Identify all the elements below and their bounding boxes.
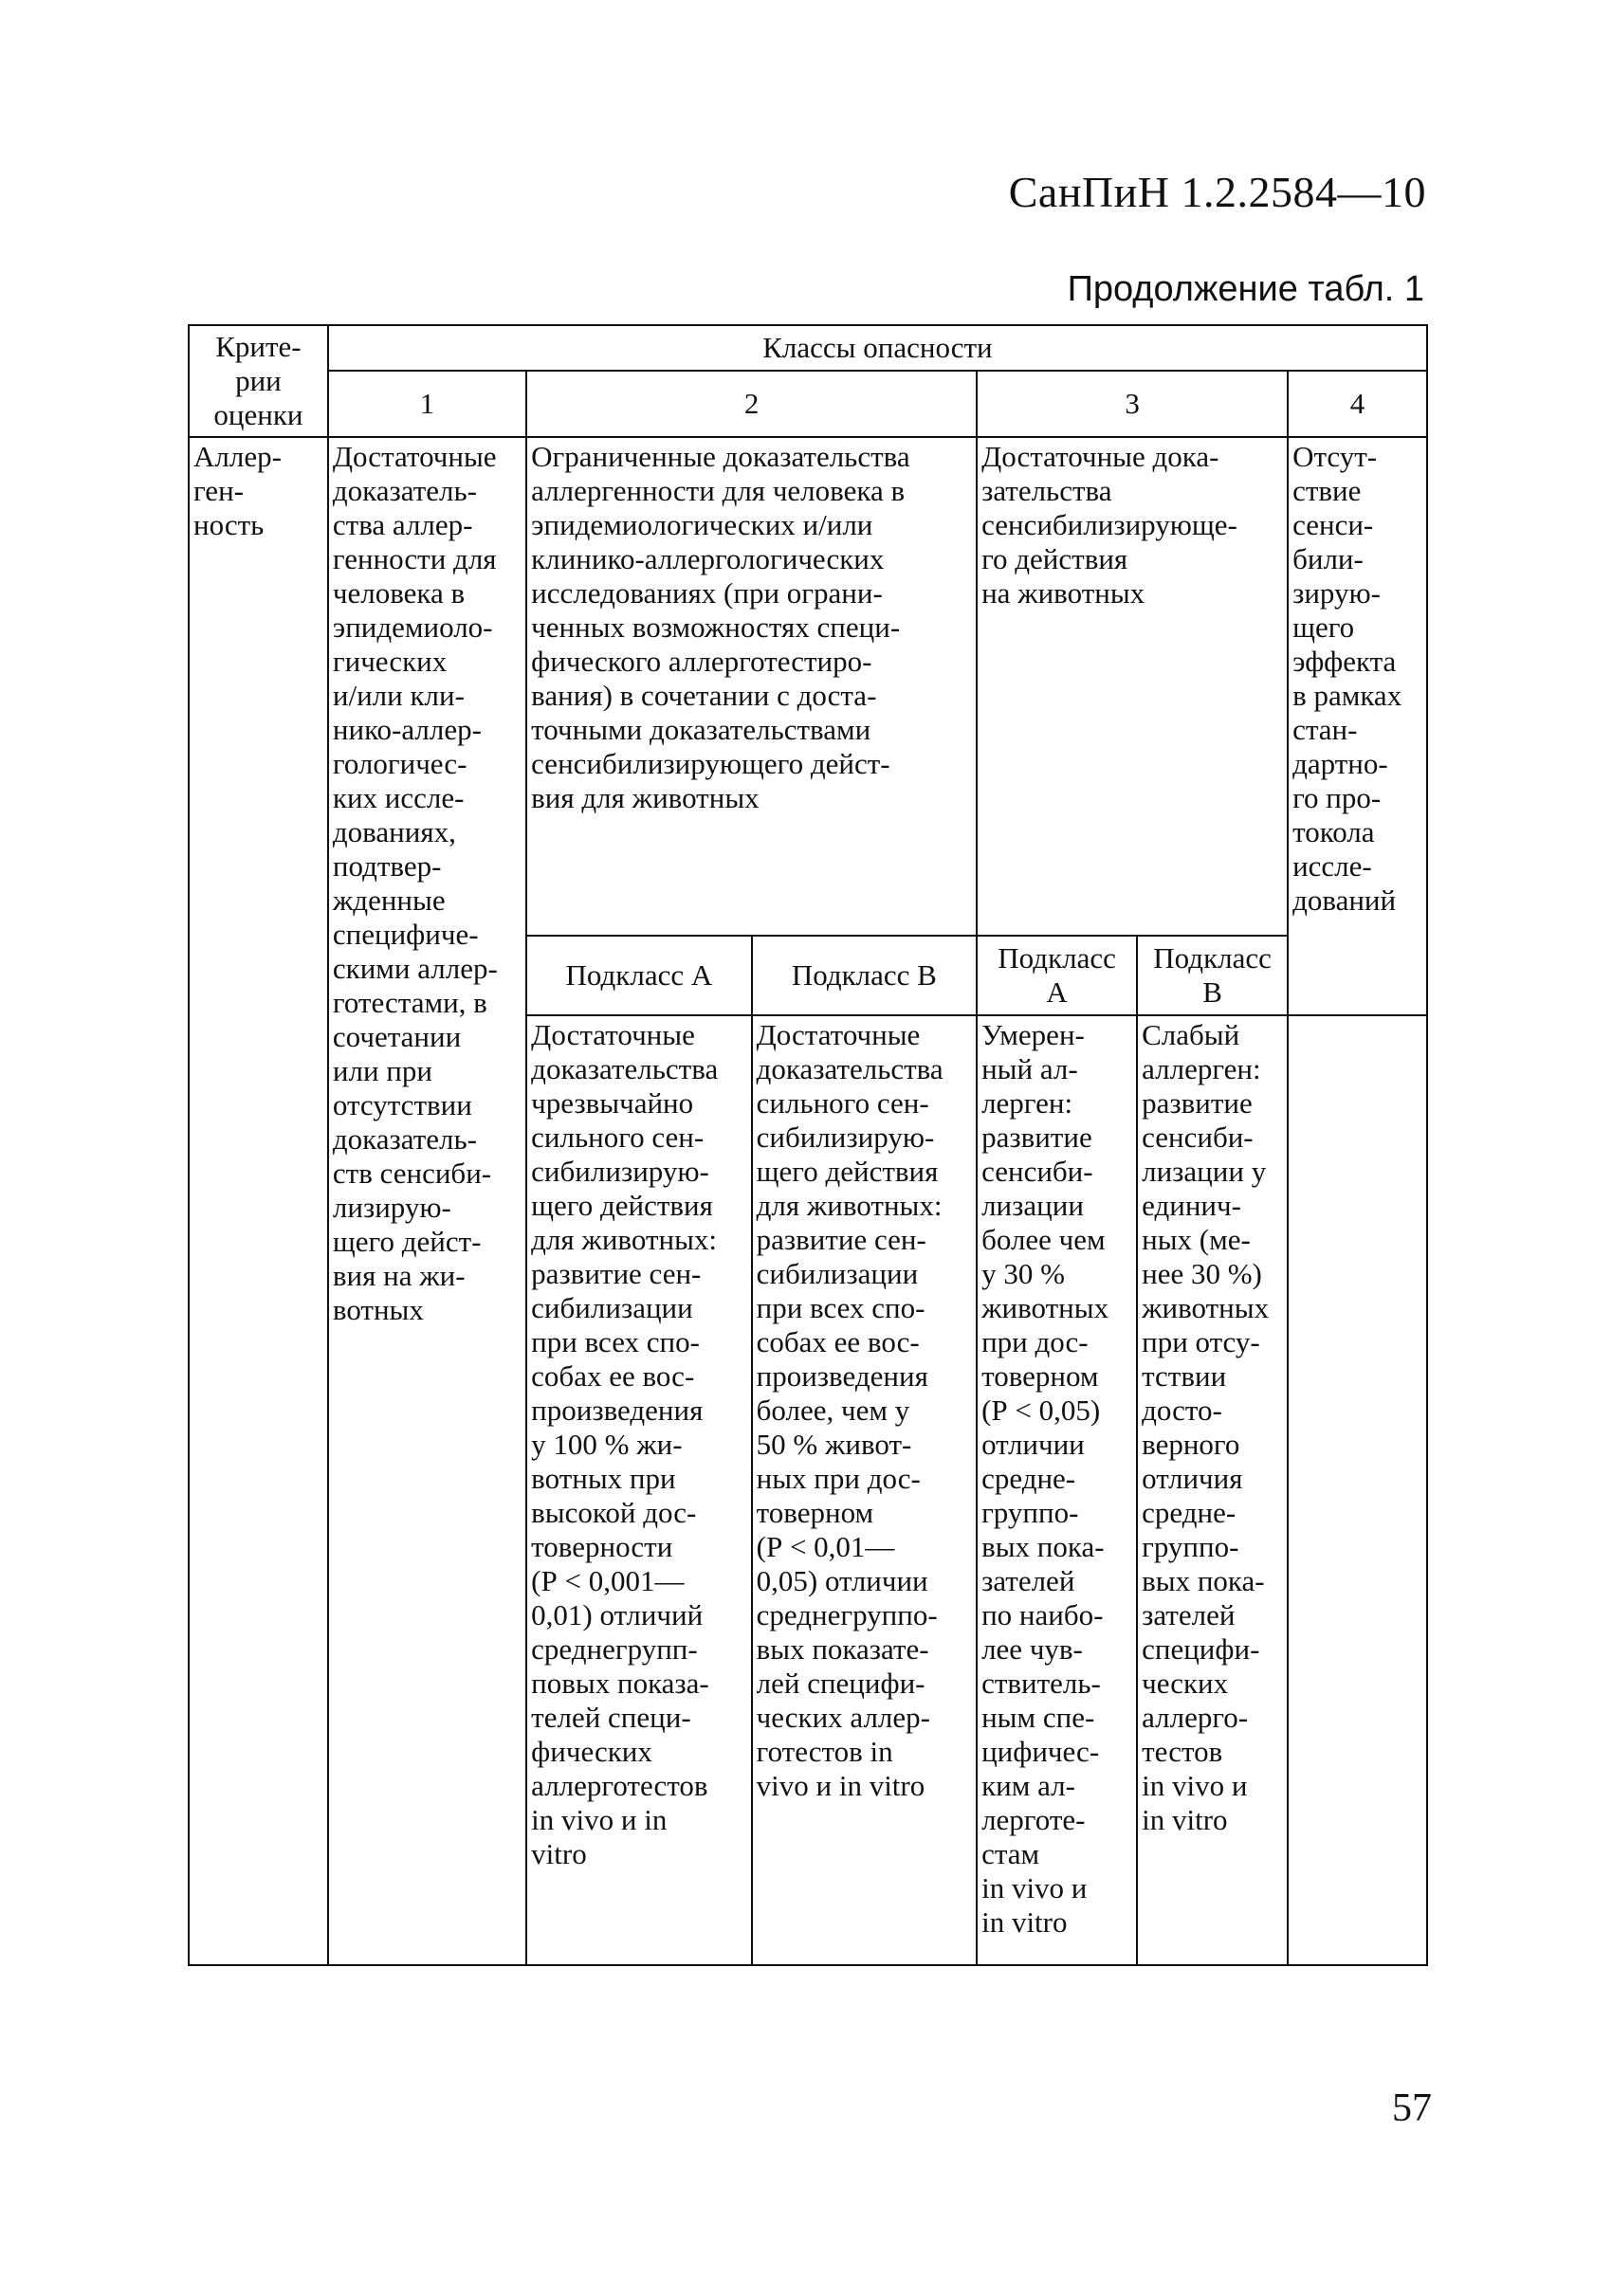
criterion-allergenicity-cell: Аллер- ген- ность (189, 437, 328, 1965)
class-2-number: 2 (526, 371, 977, 437)
class-4-description-cell: Отсут- ствие сенси- били- зирую- щего эффекта в рамках стан- дартно- го про- токола иссле- дований (1288, 437, 1427, 1015)
subclass-2a-description-cell: Достаточные доказательства чрезвычайно сильного сен- сибилизирую- щего действия для животных: развитие сен- сибилизации при всех спо- собах ее вос- произведения у 100 % жи- вотных при высокой дос- товерности (Р < 0,001— 0,01) отличий среднегрупп- повых показа- телей специ- фических аллерготестов in vivo и in vitro (526, 1015, 751, 1965)
page-number: 57 (1392, 2086, 1432, 2130)
subclass-3b-label: Подкласс В (1137, 936, 1288, 1015)
subclass-2b-description-cell: Достаточные доказательства сильного сен- сибилизирую- щего действия для животных: развитие сен- сибилизации при всех спо- собах ее вос- произведения более, чем у 50 % живот- ных при дос- товерном (Р < 0,01— 0,05) отличии среднегруппо- вых показате- лей специфи- ческих аллер- готестов in vivo и in vitro (752, 1015, 977, 1965)
subclass-3a-description-cell: Умерен- ный ал- лерген: развитие сенсиби- лизации более чем у 30 % животных при дос- товерном (Р < 0,05) отличии средне- группо- вых пока- зателей по наибо- лее чув- ствитель- ным спе- цифичес- ким ал- лерготе- стам in vivo и in vitro (977, 1015, 1137, 1965)
table-continuation-label: Продолжение табл. 1 (1067, 269, 1424, 309)
subclass-3b-description-cell: Слабый аллерген: развитие сенсиби- лизации у единич- ных (ме- нее 30 %) животных при отсу- тствии досто- верного отличия средне- группо- вых пока- зателей специфи- ческих аллерго- тестов in vivo и in vitro (1137, 1015, 1288, 1965)
document-code: СанПиН 1.2.2584—10 (1008, 168, 1426, 216)
class-4-number: 4 (1288, 371, 1427, 437)
class-3-number: 3 (977, 371, 1288, 437)
hazard-classes-table (188, 324, 1428, 1966)
class-1-description-cell: Достаточные доказатель- ства аллер- генности для человека в эпидемиоло- гических и/или кли- нико-аллер- гологичес- ких иссле- дованиях, подтвер- жденные специфиче- скими аллер- готестами, в сочетании или при отсутствии доказатель- ств сенсиби- лизирую- щего дейст- вия на жи- вотных (328, 437, 526, 1965)
class-1-number: 1 (328, 371, 526, 437)
class-3-description-cell: Достаточные дока- зательства сенсибилизирующе- го действия на животных (977, 437, 1288, 936)
subclass-2a-label: Подкласс А (526, 936, 751, 1015)
subclass-3a-label: Подкласс А (977, 936, 1137, 1015)
class-2-description-cell: Ограниченные доказательства аллергенности для человека в эпидемиологических и/или клинико-аллергологических исследованиях (при ограни- ченных возможностях специ- фического аллерготестиро- вания) в сочетании с доста- точными доказательствами сенсибилизирующего дейст- вия для животных (526, 437, 977, 936)
hazard-classes-header-cell: Классы опасности (328, 325, 1427, 371)
subclass-2b-label: Подкласс В (752, 936, 977, 1015)
class-4-empty-cell (1288, 1015, 1427, 1965)
criteria-header-cell: Крите- рии оценки (189, 325, 328, 437)
